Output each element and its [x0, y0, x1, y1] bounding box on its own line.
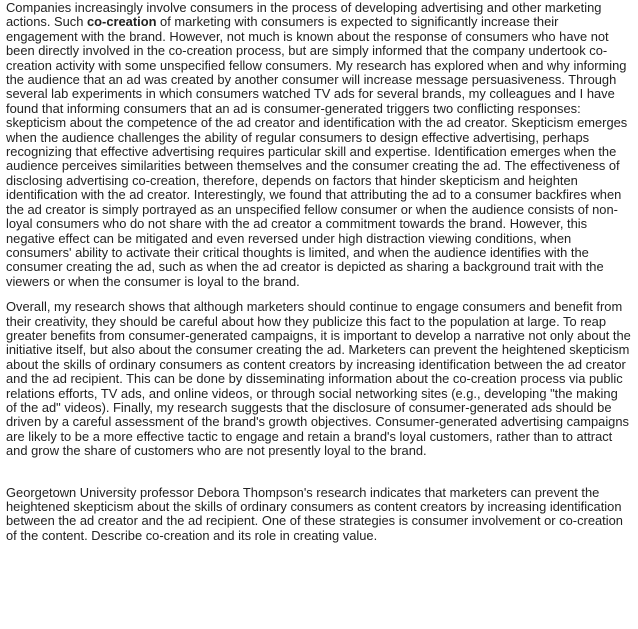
paragraph-co-creation-research — [6, 1, 632, 289]
paragraph-overall-findings: Overall, my research shows that although marketers should continue to engage consumers and benefit from their creativity, they should be careful about how they publicize this fact to the population at large. To reap greater benefits from consumer-generated campaigns, it is important to develop a narrative not only about the initiative itself, but also about the consumer creating the ad. Marketers can prevent the heightened skepticism about the skills of ordinary consumers as content creators by increasing identification between the ad creator and the ad recipient. This can be done by disseminating information about the co-creation process via public relations efforts, TV ads, and online videos, or through social networking sites (e.g., developing "the making of the ad" videos). Finally, my research suggests that the disclosure of consumer-generated ads should be driven by a careful assessment of the brand's growth objectives. Consumer-generated advertising campaigns are likely to be a more effective tactic to engage and retain a brand's loyal customers, rather than to attract and grow the share of customers who are not presently loyal to the brand. — [6, 299, 631, 459]
paragraph-question: Georgetown University professor Debora Thompson's research indicates that marketers can prevent the heightened skepticism about the skills of ordinary consumers as content creators by increasing identification between the ad creator and the ad recipient. One of these strategies is consumer involvement or co-creation of the content. Describe co-creation and its role in creating value. — [6, 484, 623, 543]
bold-term-co-creation: co-creation — [86, 14, 157, 30]
paragraph-text-start: Companies increasingly involve consumers in the process of developing advertising and other marketing actions. Such — [6, 0, 602, 30]
paragraph-text-rest: of marketing with consumers is expected to significantly increase their engagement with the brand. However, not much is known about the response of consumers who have not been directly involved in the co-creation process, but are simply informed that the company undertook co-creation activity with some unspecified fellow consumers. My research has explored when and why informing the audience that an ad was created by another consumer will increase message persuasiveness. Through several lab experiments in which consumers watched TV ads for several brands, my colleagues and I have found that informing consumers that an ad is consumer-generated triggers two conflicting responses: skepticism about the competence of the ad creator and identification with the ad creator. Skepticism emerges when the audience challenges the ability of regular consumers to design effective advertising, perhaps recognizing that effective advertising requires particular skill and expertise. Identification emerges when the audience perceives similarities between themselves and the consumer creating the ad. The effectiveness of disclosing advertising co-creation, therefore, depends on factors that hinder skepticism and heighten identification with the ad creator. Interestingly, we found that attributing the ad to a consumer backfires when the ad creator is simply portrayed as an unspecified fellow consumer or when the audience consists of non-loyal consumers who do not share with the ad creator a commitment towards the brand. However, this negative effect can be mitigated and even reversed under high distraction viewing conditions, when consumers' ability to activate their critical thoughts is limited, and when the audience identifies with the consumer creating the ad, such as when the ad creator is depicted as sharing a background trait with the viewers or when the consumer is loyal to the brand. — [6, 14, 628, 289]
